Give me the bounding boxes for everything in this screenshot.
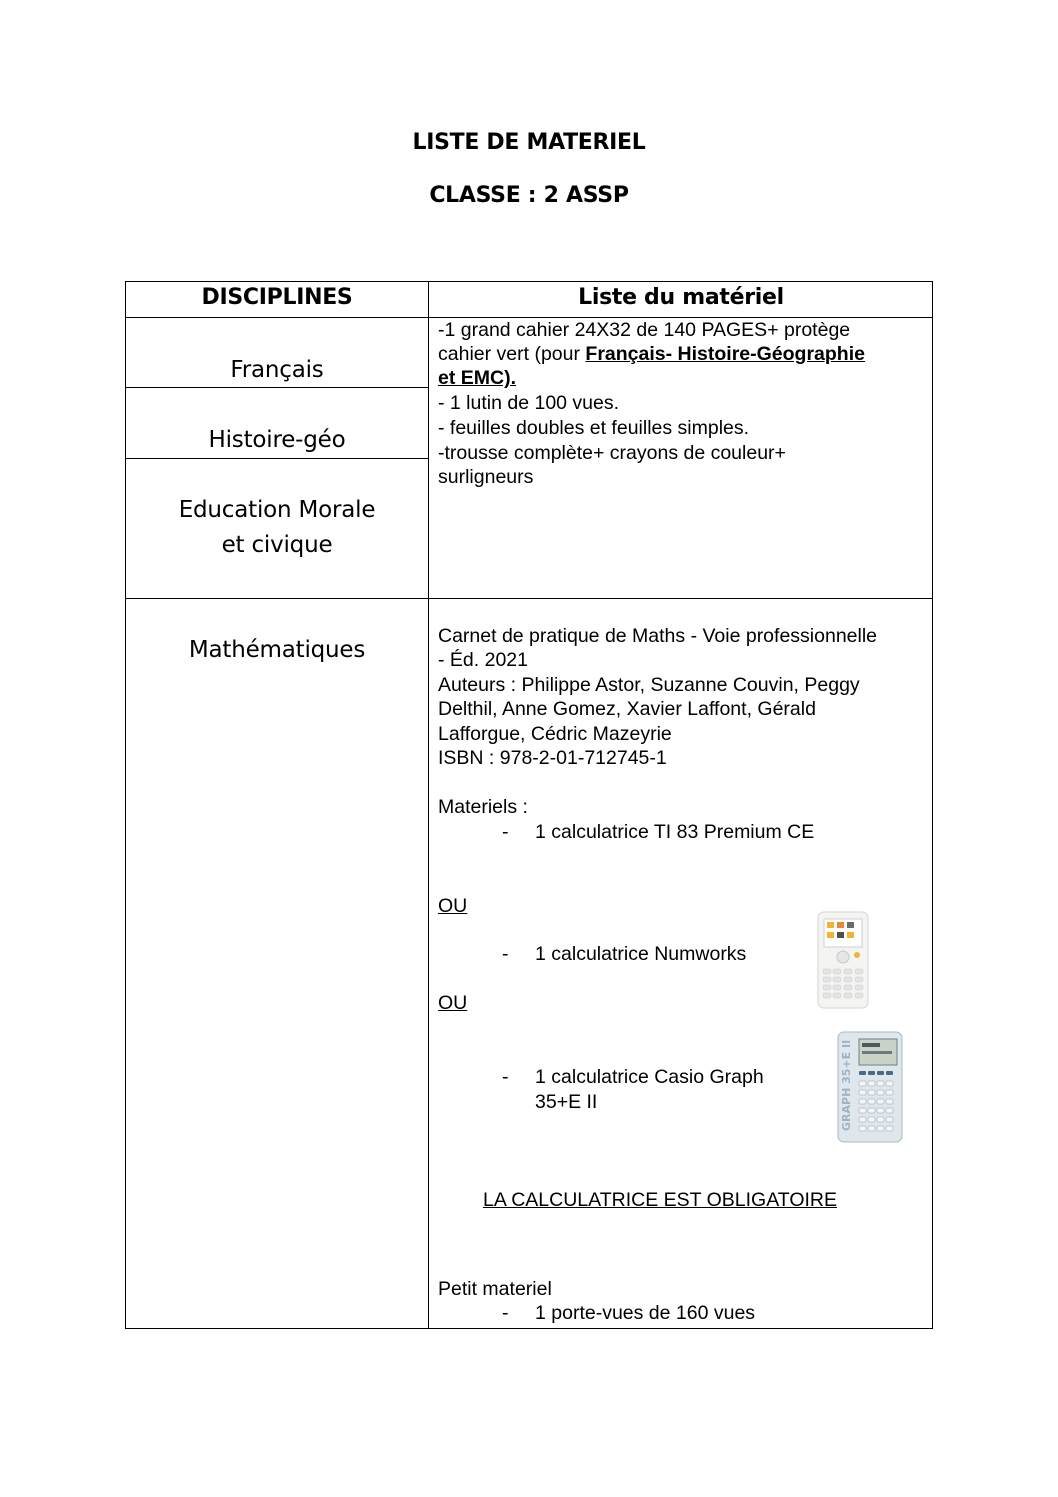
bullet-dash: - xyxy=(502,943,509,965)
calc-ti83: 1 calculatrice TI 83 Premium CE xyxy=(535,821,815,843)
subject-francais: Français xyxy=(230,357,324,383)
or-separator-2: OU xyxy=(438,992,468,1014)
maths-book-line-1: Carnet de pratique de Maths - Voie professionnelle xyxy=(438,625,878,647)
humanities-line-2-prefix: cahier vert (pour xyxy=(438,343,586,365)
table-border-right xyxy=(932,281,933,1329)
humanities-line-2 xyxy=(438,342,865,367)
humanities-line-7: surligneurs xyxy=(438,466,534,488)
table-border-bottom xyxy=(125,1328,933,1329)
maths-authors-line-1: Auteurs : Philippe Astor, Suzanne Couvin, Peggy xyxy=(438,674,860,696)
or-separator-1: OU xyxy=(438,895,468,917)
calc-casio-line-1: 1 calculatrice Casio Graph xyxy=(535,1066,764,1088)
small-material-label: Petit materiel xyxy=(438,1278,552,1300)
humanities-line-5: - feuilles doubles et feuilles simples. xyxy=(438,417,750,439)
subject-mathematiques: Mathématiques xyxy=(188,637,366,663)
humanities-line-1: -1 grand cahier 24X32 de 140 PAGES+ protège xyxy=(438,319,851,341)
calc-casio-line-2: 35+E II xyxy=(535,1091,598,1113)
header-materials: Liste du matériel xyxy=(578,285,784,310)
maths-book-line-2: - Éd. 2021 xyxy=(438,649,528,671)
maths-isbn: ISBN : 978-2-01-712745-1 xyxy=(438,747,667,769)
numworks-calculator-image xyxy=(817,911,869,1009)
row-divider-humanities xyxy=(125,598,933,599)
calculator-mandatory-notice: LA CALCULATRICE EST OBLIGATOIRE xyxy=(483,1189,837,1211)
bullet-dash: - xyxy=(502,821,509,843)
casio-calculator-image xyxy=(837,1031,903,1143)
calc-numworks: 1 calculatrice Numworks xyxy=(535,943,747,965)
humanities-subjects-bold: Français- Histoire-Géographie xyxy=(585,343,865,365)
maths-materials-label: Materiels : xyxy=(438,796,528,818)
casio-model-label: GRAPH 35+E II xyxy=(840,1039,853,1131)
class-heading: CLASSE : 2 ASSP xyxy=(429,183,629,208)
document-title: LISTE DE MATERIEL xyxy=(412,130,646,155)
subject-histoire-geo: Histoire-géo xyxy=(208,427,346,453)
table-border-top xyxy=(125,281,933,282)
humanities-line-6: -trousse complète+ crayons de couleur+ xyxy=(438,442,786,464)
subject-emc: Education Morale et civique xyxy=(178,497,376,558)
maths-authors-line-2: Delthil, Anne Gomez, Xavier Laffont, Gérald xyxy=(438,698,816,720)
humanities-line-3: et EMC). xyxy=(438,367,516,389)
humanities-line-4: - 1 lutin de 100 vues. xyxy=(438,392,620,414)
maths-authors-line-3: Lafforgue, Cédric Mazeyrie xyxy=(438,723,672,745)
row-divider-histoire xyxy=(125,458,429,459)
materials-table xyxy=(125,281,933,1329)
bullet-dash: - xyxy=(502,1066,509,1088)
bullet-dash: - xyxy=(502,1302,509,1324)
small-material-item: 1 porte-vues de 160 vues xyxy=(535,1302,756,1324)
header-disciplines: DISCIPLINES xyxy=(201,285,353,310)
